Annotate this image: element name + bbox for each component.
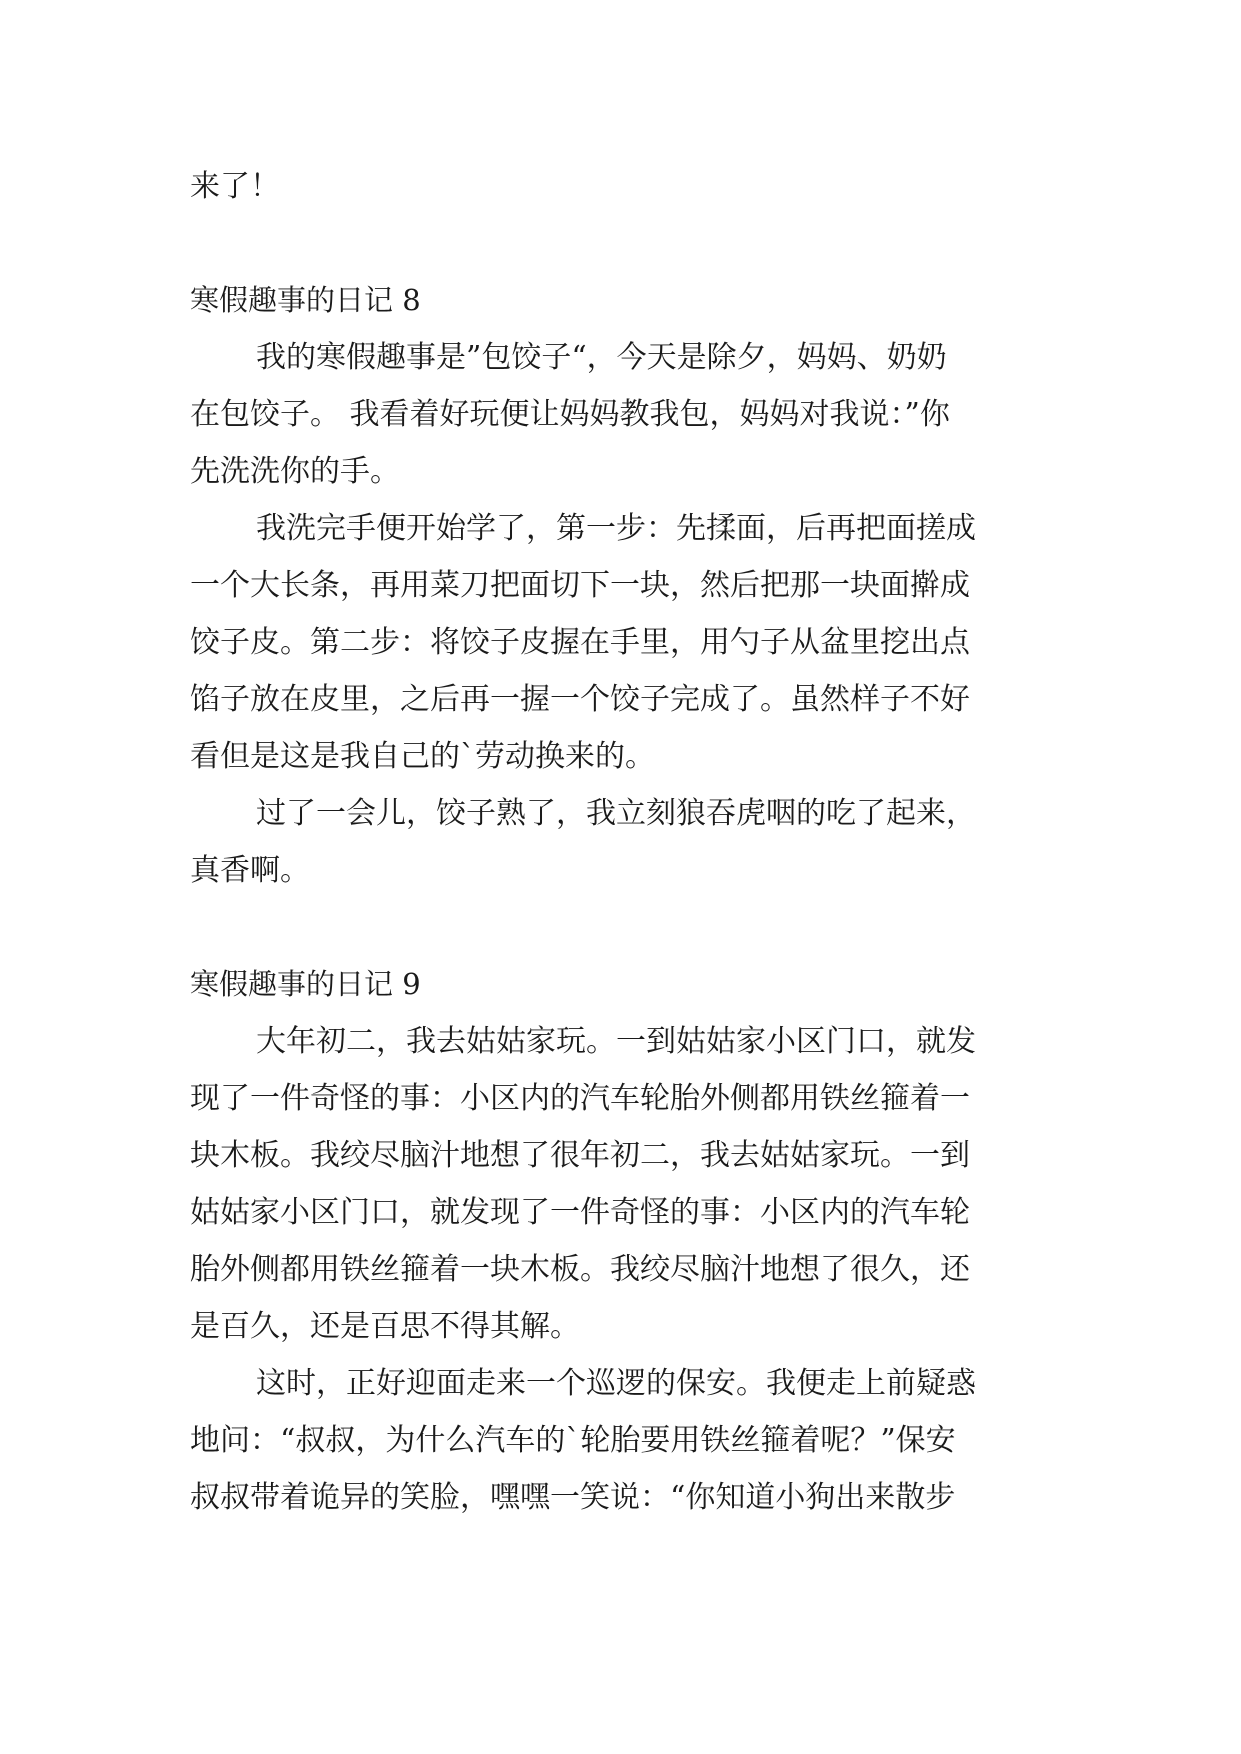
paragraph-line: 叔叔带着诡异的笑脸，嘿嘿一笑说：“你知道小狗出来散步 [190, 1480, 956, 1515]
document-body [190, 158, 1062, 1526]
paragraph-line: 先洗洗你的手。 [190, 454, 400, 489]
paragraph-line: 姑姑家小区门口，就发现了一件奇怪的事：小区内的汽车轮 [190, 1195, 970, 1230]
paragraph-line: 一个大长条，再用菜刀把面切下一块，然后把那一块面擀成 [190, 568, 970, 603]
intro-line: 来了！ [190, 169, 280, 204]
paragraph-line: 胎外侧都用铁丝箍着一块木板。我绞尽脑汁地想了很久，还 [190, 1252, 970, 1287]
section-8-paragraph-3 [190, 785, 1062, 899]
section-9-paragraph-2 [190, 1355, 1062, 1526]
paragraph-line: 过了一会儿，饺子熟了，我立刻狼吞虎咽的吃了起来， [256, 796, 976, 831]
paragraph-line: 块木板。我绞尽脑汁地想了很年初二，我去姑姑家玩。一到 [190, 1138, 970, 1173]
paragraph-line: 地问：“叔叔，为什么汽车的`轮胎要用铁丝箍着呢？”保安 [190, 1423, 956, 1458]
paragraph-line: 馅子放在皮里，之后再一握一个饺子完成了。虽然样子不好 [190, 682, 970, 717]
paragraph-line: 饺子皮。第二步：将饺子皮握在手里，用勺子从盆里挖出点 [190, 625, 970, 660]
blank-line [190, 899, 1062, 956]
blank-line [190, 215, 1062, 272]
paragraph-line: 这时，正好迎面走来一个巡逻的保安。我便走上前疑惑 [256, 1366, 976, 1401]
section-9-paragraph-1 [190, 1013, 1062, 1355]
paragraph-line: 是百久，还是百思不得其解。 [190, 1309, 580, 1344]
paragraph-line: 大年初二，我去姑姑家玩。一到姑姑家小区门口，就发 [256, 1024, 976, 1059]
paragraph-line: 我洗完手便开始学了，第一步：先揉面，后再把面搓成 [256, 511, 976, 546]
section-8-paragraph-1 [190, 329, 1062, 500]
paragraph-line: 在包饺子。 我看着好玩便让妈妈教我包，妈妈对我说：”你 [190, 397, 950, 432]
paragraph-line: 看但是这是我自己的`劳动换来的。 [190, 739, 655, 774]
section-8-title: 寒假趣事的日记 8 [190, 283, 421, 317]
section-8-paragraph-2 [190, 500, 1062, 785]
paragraph-line: 现了一件奇怪的事：小区内的汽车轮胎外侧都用铁丝箍着一 [190, 1081, 970, 1116]
paragraph-line: 我的寒假趣事是”包饺子“，今天是除夕，妈妈、奶奶 [256, 340, 947, 375]
section-9-title: 寒假趣事的日记 9 [190, 967, 421, 1001]
paragraph-line: 真香啊。 [190, 853, 310, 888]
